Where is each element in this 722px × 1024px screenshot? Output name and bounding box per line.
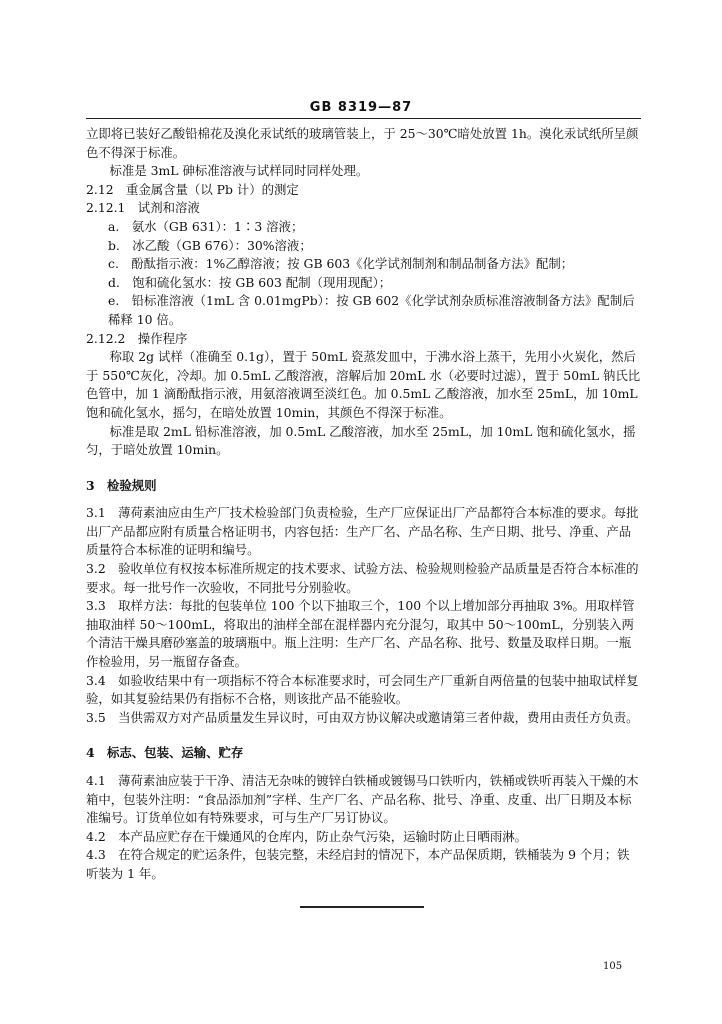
list-item: c. 酚酞指示液：1%乙醇溶液；按 GB 603《化学试剂制剂和制品制备方法》配制；	[108, 256, 574, 272]
paragraph: 立即将已装好乙酸铅棉花及溴化汞试纸的玻璃管装上，于 25～30℃暗处放置 1h。溴化汞试纸所呈颜色不得深于标准。	[86, 126, 639, 160]
paragraph: 3.5 当供需双方对产品质量发生异议时，可由双方协议解决或邀请第三者仲裁，费用由责任方负责。	[86, 709, 639, 725]
paragraph: 称取 2g 试样（准确至 0.1g），置于 50mL 瓷蒸发皿中，于沸水浴上蒸干，先用小火炭化，然后于 550℃灰化，冷却。加 0.5mL 乙酸溶液，溶解后加 20mL 水（必要时过滤），置于 50mL 钠氏比色管中，加 1 滴酚酞指示液，用氨溶液调至淡红色。加 0.5mL 乙酸溶液，加水至 25mL，加 10mL 饱和硫化氢水，摇匀，在暗处放置 10min，其颜色不得深于标准。	[86, 349, 641, 420]
document-body	[86, 125, 641, 884]
subsection-heading: 2.12.1 试剂和溶液	[86, 200, 200, 216]
paragraph: 3.4 如验收结果中有一项指标不符合本标准要求时，可会同生产厂重新自两倍量的包装中抽取试样复验，如其复验结果仍有指标不合格，则该批产品不能验收。	[86, 672, 639, 707]
paragraph: 3.1 薄荷素油应由生产厂技术检验部门负责检验，生产厂应保证出厂产品都符合本标准的要求。每批出厂产品都应附有质量合格证明书，内容包括：生产厂名、产品名称、生产日期、批号、净重、产品质量符合本标准的证明和编号。	[86, 505, 639, 558]
paragraph: 4.1 薄荷素油应装于干净、清洁无杂味的镀锌白铁桶或镀锡马口铁听内，铁桶或铁听再装入干燥的木箱中，包装外注明：“食品添加剂”字样、生产厂名、产品名称、批号、净重、皮重、出厂日期及本标准编号。订货单位如有特殊要求，可与生产厂另订协议。	[86, 773, 639, 826]
paragraph: 3.3 取样方法：每批的包装单位 100 个以下抽取三个，100 个以上增加部分再抽取 3%。用取样管抽取油样 50～100mL，将取出的油样全部在混样器内充分混匀，取其中 50～100mL，分别装入两个清洁干燥具磨砂塞盖的玻璃瓶中。瓶上注明：生产厂名、产品名称、批号、数量及取样日期。一瓶作检验用，另一瓶留存备查。	[86, 598, 635, 670]
list-item: d. 饱和硫化氢水：按 GB 603 配制（现用现配）；	[108, 274, 392, 290]
paragraph: 标准是取 2mL 铅标准溶液，加 0.5mL 乙酸溶液，加水至 25mL，加 10mL 饱和硫化氢水，摇匀，于暗处放置 10min。	[86, 423, 636, 458]
paragraph: 标准是 3mL 砷标准溶液与试样同时同样处理。	[109, 163, 369, 179]
list-item: e. 铅标准溶液（1mL 含 0.01mgPb）：按 GB 602《化学试剂杂质标准溶液制备方法》配制后稀释 10 倍。	[108, 293, 635, 327]
header-rule	[86, 118, 641, 119]
page-number: 105	[603, 961, 623, 972]
paragraph: 4.3 在符合规定的贮运条件，包装完整，未经启封的情况下，本产品保质期，铁桶装为 9 个月；铁听装为 1 年。	[86, 847, 630, 881]
end-rule	[300, 906, 424, 908]
list-item: b. 冰乙酸（GB 676）：30%溶液；	[108, 237, 312, 253]
section-heading: 2.12 重金属含量（以 Pb 计）的测定	[86, 181, 299, 197]
list-item: a. 氨水（GB 631）：1∶3 溶液；	[108, 218, 304, 234]
section-heading: 3 检验规则	[86, 477, 157, 493]
standard-code: GB 8319—87	[309, 100, 413, 115]
subsection-heading: 2.12.2 操作程序	[86, 330, 188, 346]
section-heading: 4 标志、包装、运输、贮存	[86, 745, 244, 761]
paragraph: 3.2 验收单位有权按本标准所规定的技术要求、试验方法、检验规则检验产品质量是否符合本标准的要求。每一批号作一次验收，不同批号分别验收。	[86, 561, 639, 595]
paragraph: 4.2 本产品应贮存在干燥通风的仓库内，防止杂气污染，运输时防止日晒雨淋。	[86, 828, 527, 844]
